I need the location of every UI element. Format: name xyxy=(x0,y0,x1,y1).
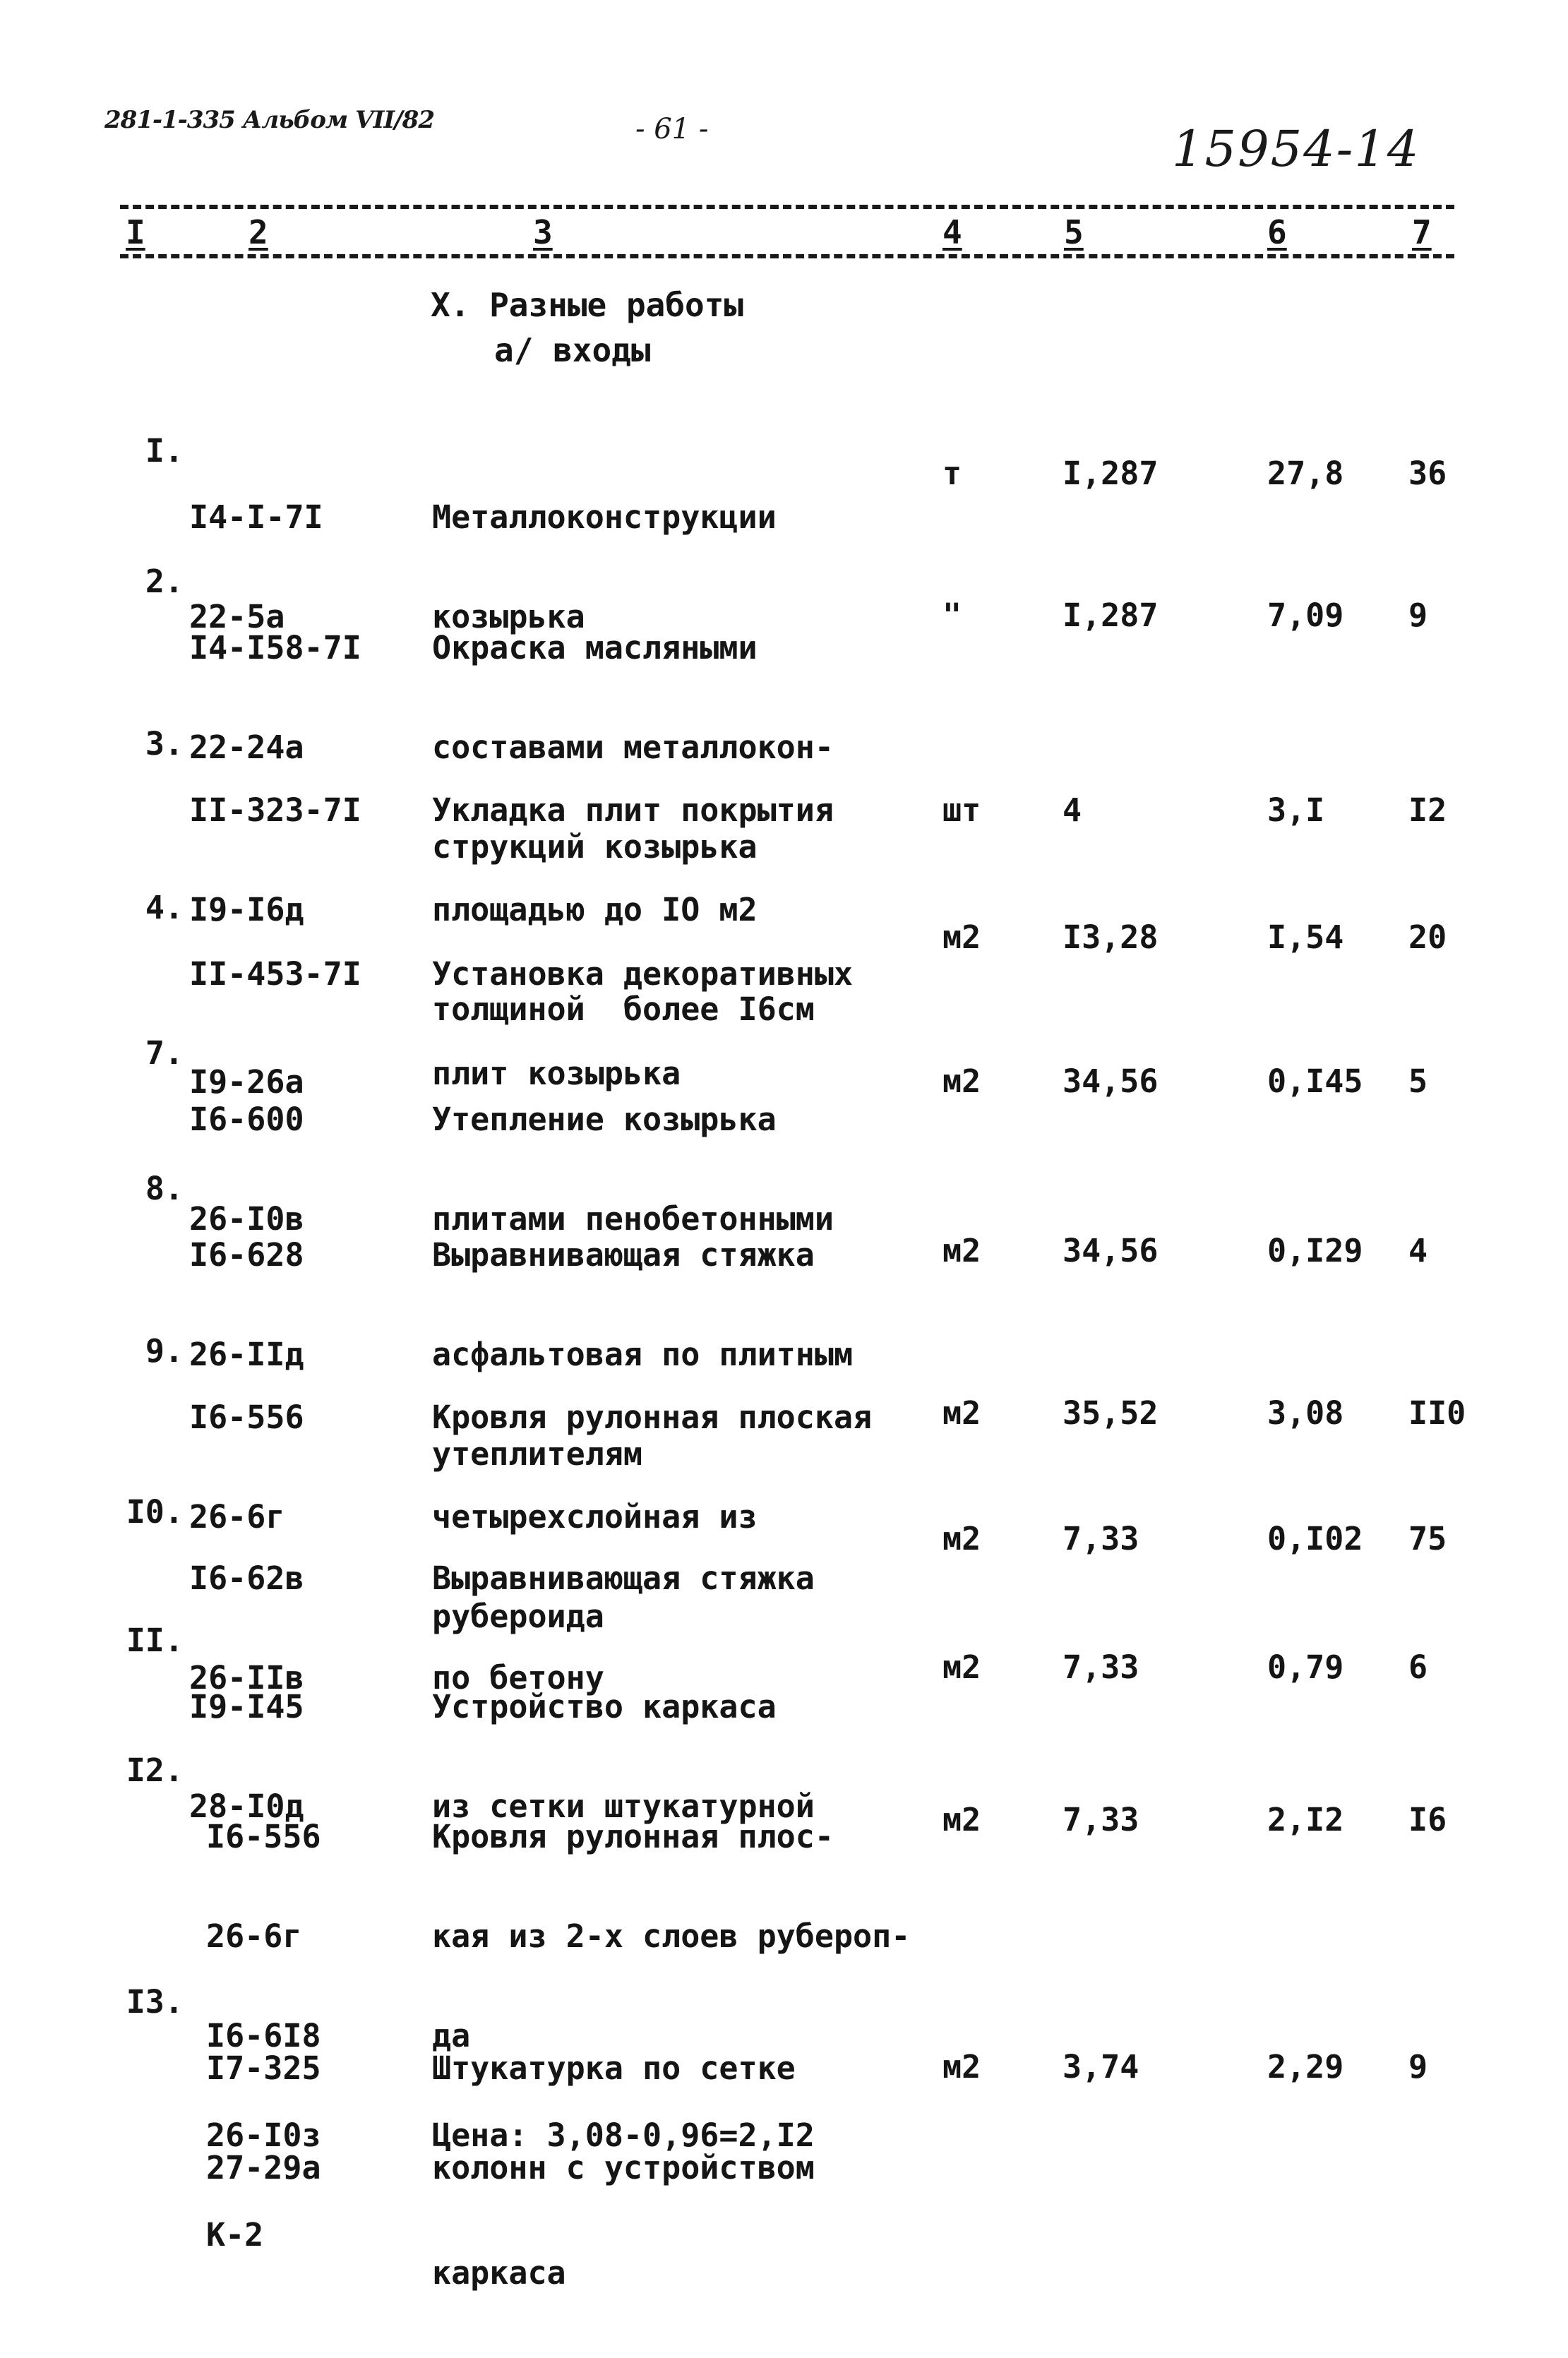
row-code: II-323-7I xyxy=(189,791,361,829)
row-description-line: Установка декоративных xyxy=(432,955,854,993)
row-description-line: Цена: 3,08-0,96=2,I2 xyxy=(432,2117,815,2154)
header-rule-top xyxy=(120,205,1454,209)
row-total: I2 xyxy=(1408,791,1447,829)
row-unit: т xyxy=(942,455,962,492)
row-description-line: плит козырька xyxy=(432,1055,681,1092)
row-description-line: Кровля рулонная плоская xyxy=(432,1399,873,1436)
row-total: 20 xyxy=(1408,918,1447,956)
row-code: I9-I45 xyxy=(189,1688,304,1725)
row-description-line: струкций козырька xyxy=(432,828,758,866)
column-number-3: 3 xyxy=(533,213,553,251)
row-price: I,54 xyxy=(1267,918,1344,956)
row-code: I6-556 xyxy=(206,1818,321,1855)
row-total: 9 xyxy=(1408,2048,1428,2085)
row-number: 7. xyxy=(145,1034,184,1072)
row-unit: м2 xyxy=(942,1232,981,1269)
row-total: 9 xyxy=(1408,597,1428,634)
page-number: - 61 - xyxy=(635,113,709,145)
row-unit: м2 xyxy=(942,1520,981,1557)
row-description-line: козырька xyxy=(432,598,585,635)
section-heading xyxy=(431,282,743,373)
row-number: 3. xyxy=(145,725,184,762)
row-price: 3,I xyxy=(1267,791,1325,829)
section-subtitle: а/ входы xyxy=(494,331,651,369)
row-description-line: Укладка плит покрытия xyxy=(432,791,834,829)
row-price: 7,09 xyxy=(1267,597,1344,634)
row-price: 2,29 xyxy=(1267,2048,1344,2085)
row-description-line: составами металлокон- xyxy=(432,729,834,766)
row-description-line: Утепление козырька xyxy=(432,1101,777,1138)
row-quantity: 35,52 xyxy=(1063,1394,1159,1432)
row-code: 28-I0д xyxy=(189,1788,304,1825)
row-codes xyxy=(206,1985,321,2254)
row-code: 26-IIв xyxy=(189,1659,304,1696)
row-code: I6-600 xyxy=(189,1101,304,1138)
row-unit: м2 xyxy=(942,918,981,956)
row-code: I4-I-7I xyxy=(189,498,323,536)
row-description-line: Штукатурка по сетке xyxy=(432,2049,796,2087)
row-unit: м2 xyxy=(942,1648,981,1686)
row-unit: шт xyxy=(942,791,981,829)
row-unit: м2 xyxy=(942,1394,981,1432)
row-quantity: 34,56 xyxy=(1063,1063,1159,1100)
column-number-2: 2 xyxy=(249,213,268,251)
row-price: 2,I2 xyxy=(1267,1801,1344,1838)
row-description-line: утеплителям xyxy=(432,1435,643,1473)
row-code: 26-6г xyxy=(189,1498,285,1536)
row-description-line: Устройство каркаса xyxy=(432,1688,777,1725)
row-unit: м2 xyxy=(942,1801,981,1838)
row-number: 2. xyxy=(145,563,184,600)
row-description-line: кая из 2-х слоев рубероп- xyxy=(432,1917,911,1955)
row-description-line: асфальтовая по плитным xyxy=(432,1336,854,1373)
column-number-4: 4 xyxy=(942,213,962,251)
row-code: I6-62в xyxy=(189,1560,304,1597)
row-description-line: Металлоконструкции xyxy=(432,498,777,536)
row-description-line: каркаса xyxy=(432,2254,566,2292)
row-description-line: толщиной более I6см xyxy=(432,991,815,1028)
row-number: 4. xyxy=(145,889,184,926)
row-description-line: Окраска масляными xyxy=(432,629,758,666)
row-total: 75 xyxy=(1408,1520,1447,1557)
row-number: I0. xyxy=(126,1493,184,1531)
row-code: 26-6г xyxy=(206,1917,302,1955)
row-description-line: плитами пенобетонными xyxy=(432,1200,834,1238)
row-unit: м2 xyxy=(942,1063,981,1100)
row-code: II-453-7I xyxy=(189,955,361,993)
row-total: 6 xyxy=(1408,1648,1428,1686)
row-price: 0,79 xyxy=(1267,1648,1344,1686)
row-total: II0 xyxy=(1408,1394,1466,1432)
row-quantity: 7,33 xyxy=(1063,1801,1139,1838)
row-price: 0,I29 xyxy=(1267,1232,1363,1269)
row-number: I. xyxy=(145,432,184,469)
row-description-line: рубероида xyxy=(432,1598,604,1635)
row-code: 27-29а xyxy=(206,2149,321,2186)
row-description-line: четырехслойная из xyxy=(432,1498,758,1536)
section-title: X. Разные работы xyxy=(431,286,744,324)
row-quantity: I,287 xyxy=(1063,597,1159,634)
row-description-line: Кровля рулонная плос- xyxy=(432,1818,834,1855)
row-quantity: I,287 xyxy=(1063,455,1159,492)
column-number-5: 5 xyxy=(1064,213,1084,251)
row-description-line: колонн с устройством xyxy=(432,2149,815,2186)
row-code: I9-26а xyxy=(189,1063,304,1101)
row-number: I2. xyxy=(126,1752,184,1789)
row-code: I6-6I8 xyxy=(206,2017,321,2054)
row-code: 26-I0з xyxy=(206,2117,321,2154)
row-quantity: 7,33 xyxy=(1063,1520,1139,1557)
row-price: 0,I02 xyxy=(1267,1520,1363,1557)
row-code: I4-I58-7I xyxy=(189,629,361,666)
row-code: I7-325 xyxy=(206,2049,321,2087)
row-unit: м2 xyxy=(942,2048,981,2085)
row-price: 27,8 xyxy=(1267,455,1344,492)
row-description-line: по бетону xyxy=(432,1659,604,1696)
row-description-line: Выравнивающая стяжка xyxy=(432,1560,815,1597)
row-description-line: да xyxy=(432,2017,471,2054)
row-number: 8. xyxy=(145,1170,184,1207)
document-code: 15954-14 xyxy=(1172,120,1420,178)
row-total: 4 xyxy=(1408,1232,1428,1269)
header-rule-bottom xyxy=(120,254,1454,258)
row-total: 36 xyxy=(1408,455,1447,492)
document-reference: 281-1-335 Альбом VII/82 xyxy=(104,106,434,134)
row-code: К-2 xyxy=(206,2216,264,2254)
row-quantity: 4 xyxy=(1063,791,1082,829)
column-number-1: I xyxy=(126,213,145,251)
row-quantity: I3,28 xyxy=(1063,918,1159,956)
row-code: 22-5а xyxy=(189,598,285,635)
row-quantity: 34,56 xyxy=(1063,1232,1159,1269)
row-unit: " xyxy=(942,597,962,634)
row-number: I3. xyxy=(126,1983,184,2021)
row-description xyxy=(432,1985,815,2356)
row-total: I6 xyxy=(1408,1801,1447,1838)
row-code: 26-I0в xyxy=(189,1200,304,1238)
row-price: 3,08 xyxy=(1267,1394,1344,1432)
column-number-7: 7 xyxy=(1412,213,1432,251)
row-quantity: 3,74 xyxy=(1063,2048,1139,2085)
row-description-line: Выравнивающая стяжка xyxy=(432,1236,815,1274)
row-quantity: 7,33 xyxy=(1063,1648,1139,1686)
row-code: I9-I6д xyxy=(189,891,304,928)
row-total: 5 xyxy=(1408,1063,1428,1100)
row-description-line: из сетки штукатурной xyxy=(432,1788,815,1825)
row-description-line: площадью до IO м2 xyxy=(432,891,758,928)
row-code: I6-556 xyxy=(189,1399,304,1436)
row-number: 9. xyxy=(145,1332,184,1370)
row-code: 26-IIд xyxy=(189,1336,304,1373)
column-number-6: 6 xyxy=(1267,213,1287,251)
row-price: 0,I45 xyxy=(1267,1063,1363,1100)
row-code: I6-628 xyxy=(189,1236,304,1274)
row-code: 22-24а xyxy=(189,729,304,766)
row-number: II. xyxy=(126,1622,184,1659)
